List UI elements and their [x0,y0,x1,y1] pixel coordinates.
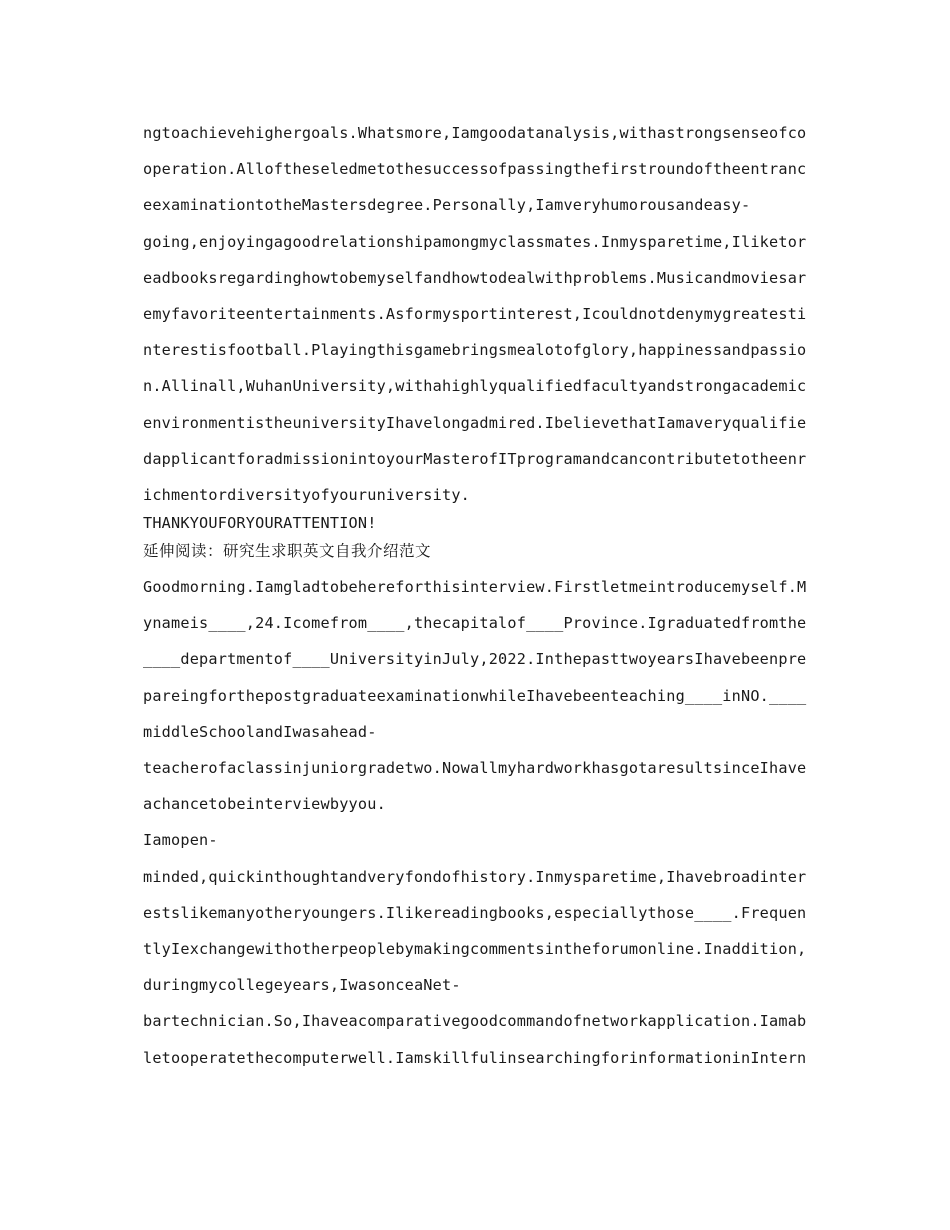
section-heading: 延伸阅读：研究生求职英文自我介绍范文 [143,541,432,560]
body-line: ichmentordiversityofyouruniversity. [143,485,471,504]
body-line: letooperatethecomputerwell.IamskillfulinsearchingforinformationinIntern [143,1048,807,1067]
body-line: eexaminationtotheMastersdegree.Personally,Iamveryhumorousandeasy- [143,196,751,215]
body-line: minded,quickinthoughtandveryfondofhistory.Inmysparetime,Ihavebroadinter [143,867,807,886]
body-line: achancetobeinterviewbyyou. [143,795,386,814]
body-line: dapplicantforadmissionintoyourMasterofITprogramandcancontributetotheenr [143,449,807,468]
body-line: nterestisfootball.Playingthisgamebringsmealotofglory,happinessandpassio [143,341,807,360]
body-line: middleSchoolandIwasahead- [143,722,377,741]
body-line: environmentistheuniversityIhavelongadmired.IbelievethatIamaveryqualifie [143,413,807,432]
body-line: Iamopen- [143,831,218,850]
body-line: pareingforthepostgraduateexaminationwhileIhavebeenteaching____inNO.____ [143,686,807,705]
body-line: operation.Alloftheseledmetothesuccessofpassingthefirstroundoftheentranc [143,160,807,179]
body-line: duringmycollegeyears,IwasonceaNet- [143,976,461,995]
body-line: ngtoachievehighergoals.Whatsmore,Iamgoodatanalysis,withastrongsenseofco [143,124,807,142]
body-line: tlyIexchangewithotherpeoplebymakingcommentsintheforumonline.Inaddition, [143,939,807,958]
body-line: n.Allinall,WuhanUniversity,withahighlyqualifiedfacultyandstrongacademic [143,377,807,396]
body-line: Goodmorning.Iamgladtobehereforthisinterview.Firstletmeintroducemyself.M [143,578,807,597]
body-line: going,enjoyingagoodrelationshipamongmyclassmates.Inmysparetime,Iliketor [143,232,807,251]
body-line: bartechnician.So,Ihaveacomparativegoodcommandofnetworkapplication.Iamab [143,1012,807,1031]
body-line: eadbooksregardinghowtobemyselfandhowtodealwithproblems.Musicandmoviesar [143,268,807,287]
body-line: teacherofaclassinjuniorgradetwo.NowallmyhardworkhasgotaresultsinceIhave [143,759,807,777]
body-line: estslikemanyotheryoungers.Ilikereadingbooks,especiallythose____.Frequen [143,903,807,922]
body-line: emyfavoriteentertainments.Asformysportinterest,Icouldnotdenymygreatesti [143,304,807,323]
document-body [143,120,813,1081]
body-line: ynameis____,24.Icomefrom____,thecapitalof____Province.Igraduatedfromthe [143,614,807,633]
body-line: ____departmentof____UniversityinJuly,2022.InthepasttwoyearsIhavebeenpre [143,650,807,669]
closing-line: THANKYOUFORYOURATTENTION! [143,513,377,532]
